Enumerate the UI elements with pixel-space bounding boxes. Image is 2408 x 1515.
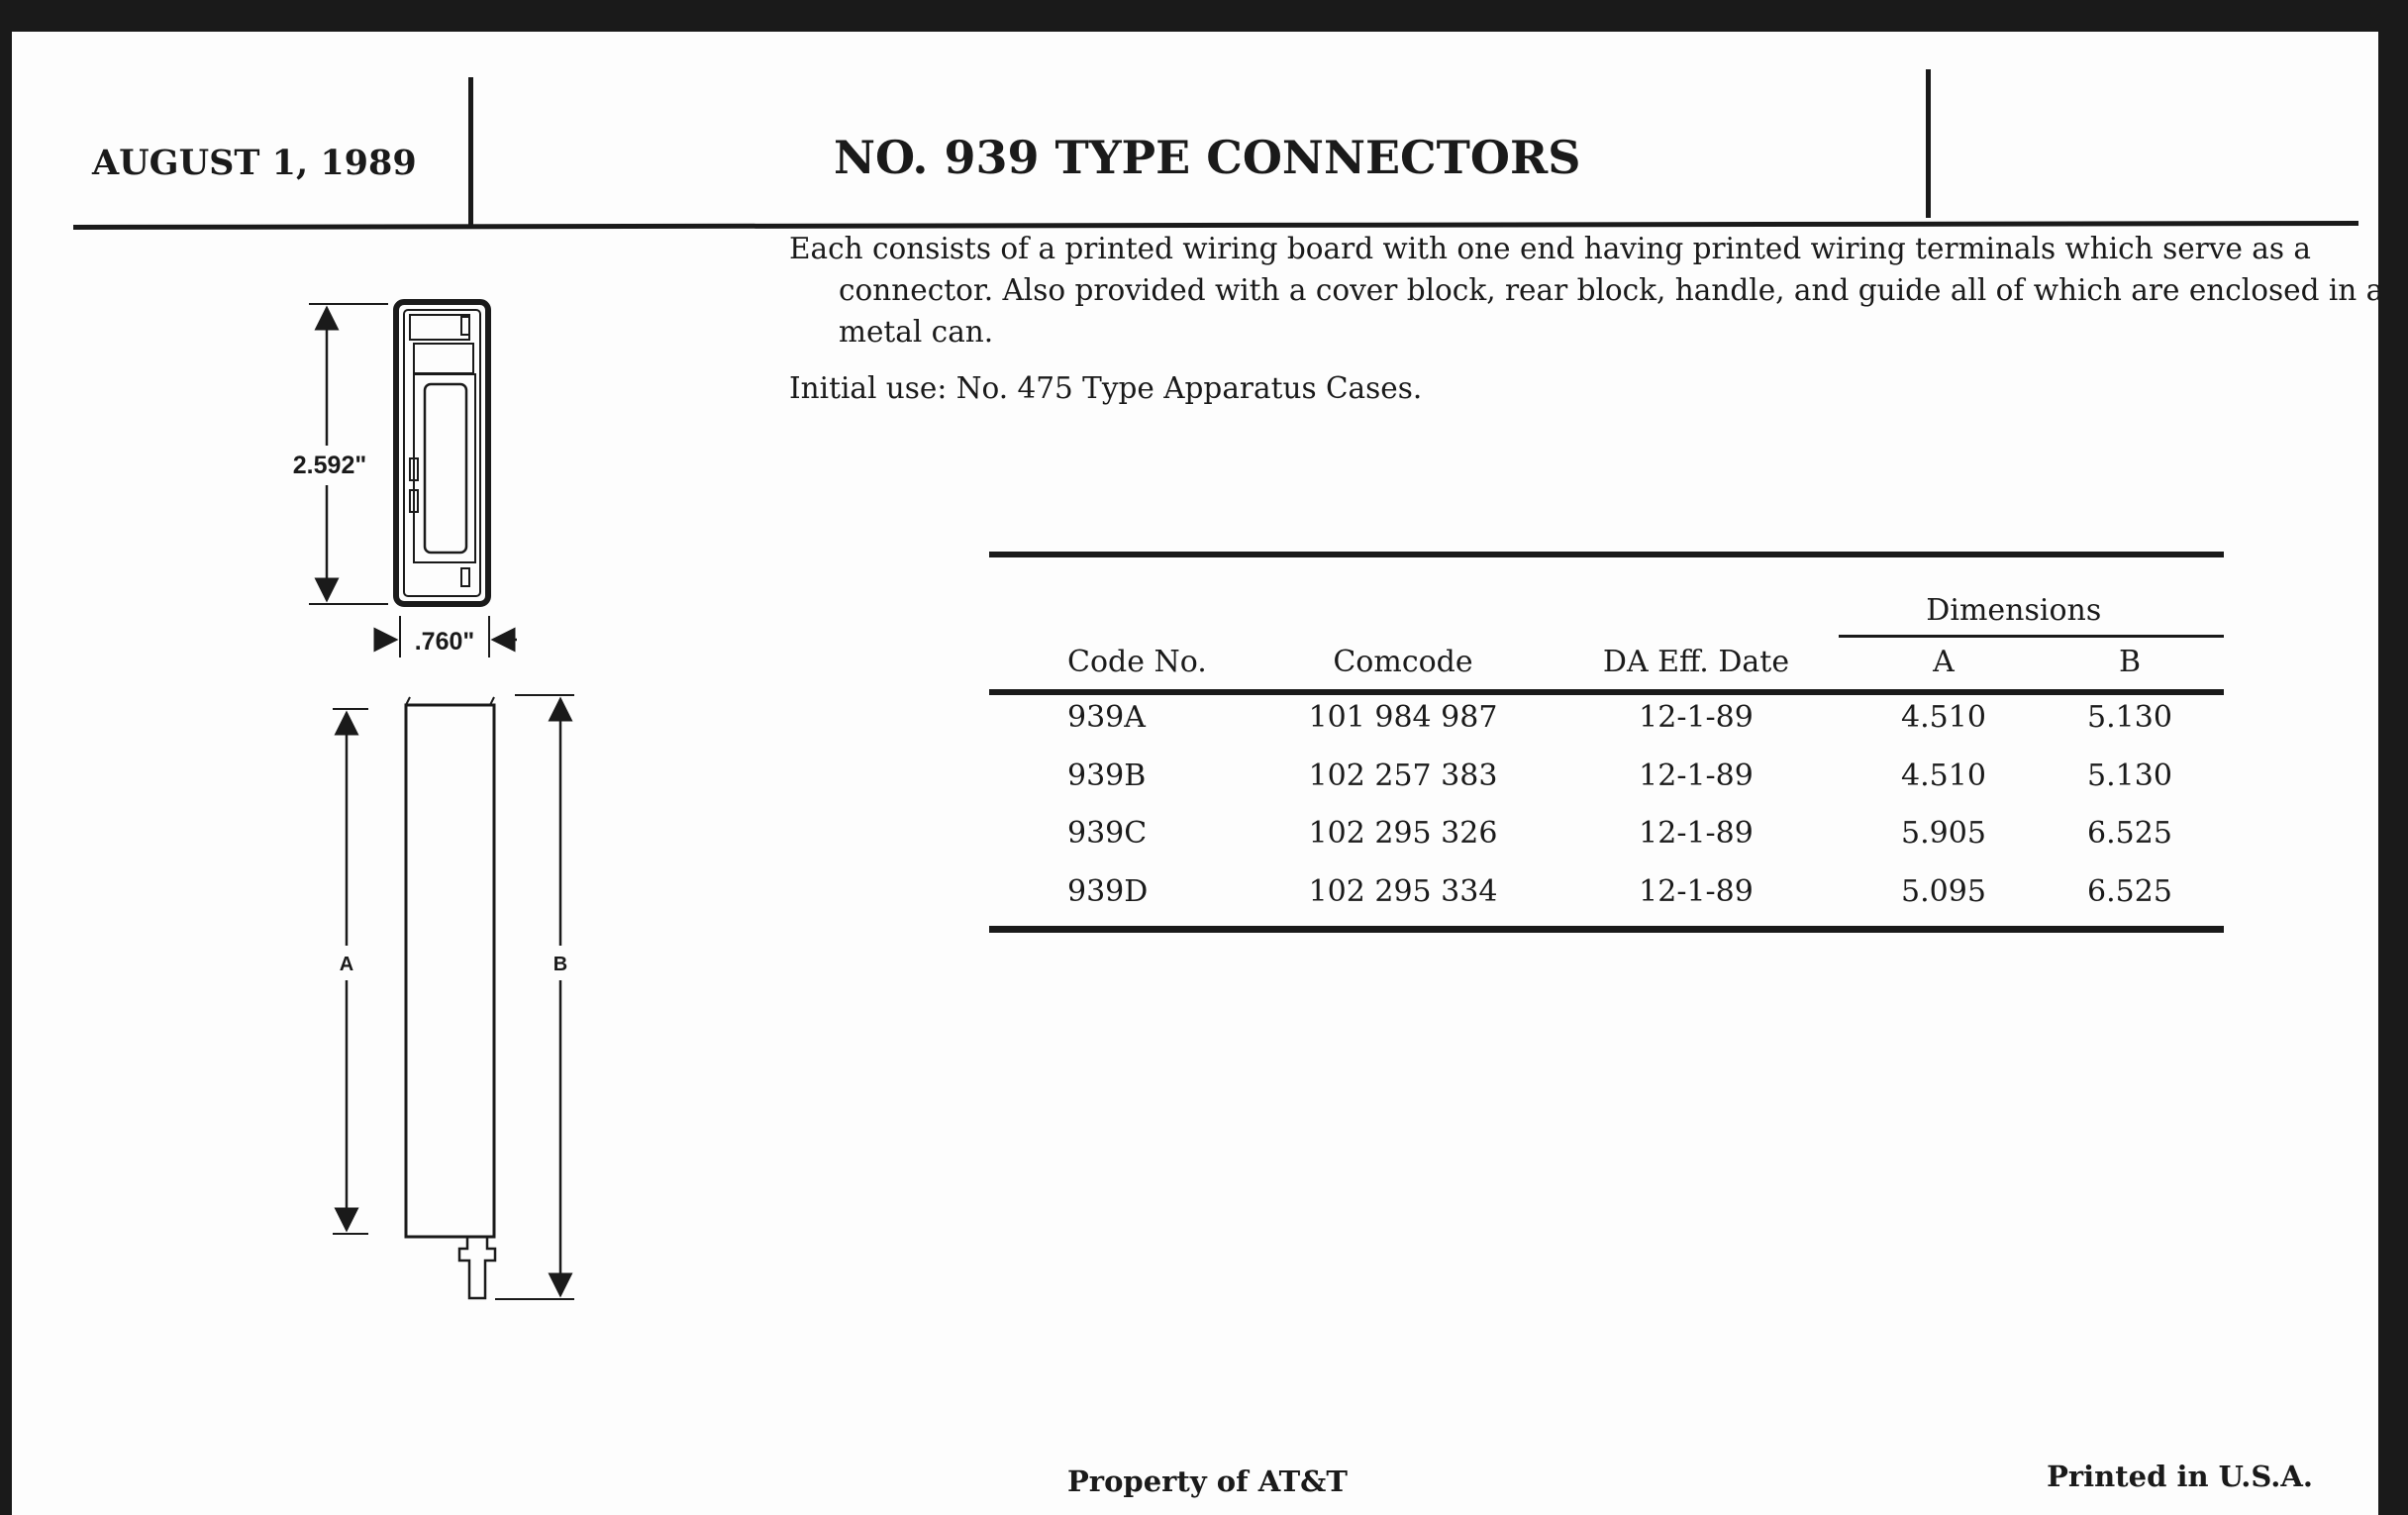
- date-cell: 12-1-89: [1639, 874, 1754, 909]
- initial-use-text: Initial use: No. 475 Type Apparatus Cases.: [789, 371, 1423, 405]
- document-title: NO. 939 TYPE CONNECTORS: [834, 131, 1581, 184]
- document-date: AUGUST 1, 1989: [92, 143, 417, 183]
- dimension-b-cell: 6.525: [2087, 874, 2172, 909]
- header-comcode: Comcode: [1333, 645, 1473, 679]
- side-view-drawing: [333, 695, 574, 1299]
- dimension-a-cell: 4.510: [1901, 700, 1986, 735]
- table-top-rule: [989, 552, 2224, 557]
- dimension-b-cell: 6.525: [2087, 816, 2172, 851]
- connector-drawing: [12, 32, 705, 1359]
- dimension-a-cell: 5.095: [1901, 874, 1986, 909]
- table-bottom-rule: [989, 926, 2224, 933]
- header-dimension-b: B: [2118, 645, 2142, 679]
- code-no-cell: 939D: [1067, 874, 1149, 909]
- code-no-cell: 939C: [1067, 816, 1148, 851]
- comcode-cell: 102 257 383: [1308, 758, 1498, 793]
- dimension-b-cell: 5.130: [2087, 758, 2172, 793]
- dimension-a-label: A: [339, 954, 354, 975]
- date-cell: 12-1-89: [1639, 758, 1754, 793]
- header-divider: [1926, 69, 1931, 218]
- dimension-b-label: B: [552, 954, 568, 975]
- header-dimension-a: A: [1933, 645, 1955, 679]
- code-no-cell: 939B: [1067, 758, 1147, 793]
- dimensions-rule: [1839, 635, 2224, 638]
- footer-property: Property of AT&T: [1067, 1464, 1348, 1498]
- end-view-drawing: [309, 302, 517, 657]
- description-text: Each consists of a printed wiring board with one end having printed wiring terminals which serve as a connector. Also provided with a cover block, rear block, handle, and guide all of which are enclosed in a metal can.: [789, 232, 2384, 349]
- dimension-b-cell: 5.130: [2087, 700, 2172, 735]
- date-cell: 12-1-89: [1639, 816, 1754, 851]
- comcode-cell: 101 984 987: [1308, 700, 1498, 735]
- comcode-cell: 102 295 326: [1308, 816, 1498, 851]
- table-header-rule: [989, 689, 2224, 695]
- date-cell: 12-1-89: [1639, 700, 1754, 735]
- code-no-cell: 939A: [1067, 700, 1146, 735]
- header-da-eff-date: DA Eff. Date: [1602, 645, 1790, 679]
- comcode-cell: 102 295 334: [1308, 874, 1498, 909]
- dimensions-group-header: Dimensions: [1926, 593, 2102, 628]
- dimension-a-cell: 4.510: [1901, 758, 1986, 793]
- height-dimension-label: 2.592": [292, 452, 367, 479]
- dimension-a-cell: 5.905: [1901, 816, 1986, 851]
- header-code-no: Code No.: [1067, 645, 1207, 679]
- footer-printed: Printed in U.S.A.: [2047, 1460, 2313, 1493]
- document-page: [12, 32, 2384, 1515]
- width-dimension-label: .760": [414, 628, 475, 656]
